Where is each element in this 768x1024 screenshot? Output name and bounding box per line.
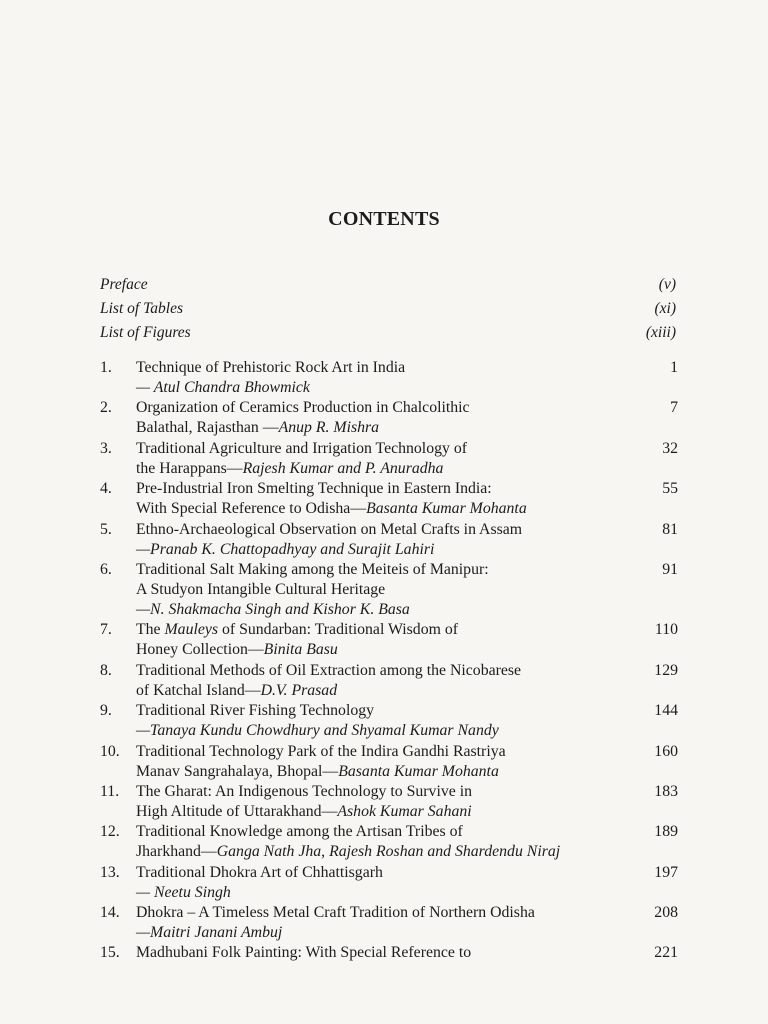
chapter-number: 5. [100, 520, 112, 538]
chapter-number: 13. [100, 863, 120, 881]
chapter-entry [100, 822, 678, 862]
chapter-page: 208 [654, 904, 678, 922]
chapter-title: Traditional Dhokra Art of Chhattisgarh [136, 863, 383, 881]
front-matter-item-list-of-tables [100, 300, 676, 324]
chapter-entry [100, 863, 678, 903]
chapter-body [136, 560, 628, 620]
chapter-entry [100, 520, 678, 560]
chapter-title: Organization of Ceramics Production in Chalcolithic [136, 399, 470, 417]
chapter-title: The [136, 621, 165, 639]
chapter-page: 1 [670, 359, 678, 376]
chapter-title-cont: Jharkhand— [136, 843, 217, 861]
chapter-entry [100, 560, 678, 620]
chapter-title: Traditional Agriculture and Irrigation Technology of [136, 439, 468, 457]
chapter-title-cont: Balathal, Rajasthan — [136, 419, 279, 437]
chapter-title-cont: With Special Reference to Odisha— [136, 500, 367, 518]
chapter-entry [100, 661, 678, 701]
chapter-number: 12. [100, 823, 120, 841]
chapter-body [136, 863, 628, 903]
chapter-number: 11. [100, 782, 120, 800]
chapter-entry [100, 782, 678, 822]
chapter-author: Anup R. Mishra [278, 419, 380, 437]
chapter-page: 55 [662, 480, 678, 498]
chapter-body [136, 620, 628, 660]
front-matter-item-preface [100, 276, 676, 300]
chapter-page: 110 [654, 621, 678, 639]
front-matter-label: List of Figures [100, 324, 191, 341]
chapter-author: — Neetu Singh [136, 883, 231, 901]
chapter-title: Traditional Methods of Oil Extraction among the Nicobarese [136, 661, 522, 679]
chapter-number: 3. [100, 439, 112, 457]
chapter-title-rest: of Sundarban: Traditional Wisdom of [218, 621, 459, 639]
chapter-body [136, 439, 628, 479]
chapter-page: 189 [654, 823, 678, 841]
chapter-body [136, 701, 628, 741]
chapter-number: 2. [100, 399, 112, 417]
chapter-body [136, 782, 628, 822]
chapter-title-cont: the Harappans— [136, 459, 243, 477]
chapter-author: —N. Shakmacha Singh and Kishor K. Basa [136, 600, 410, 618]
page-title: CONTENTS [328, 208, 440, 230]
chapter-title-italic: Mauleys [164, 621, 219, 639]
chapter-list [100, 358, 678, 964]
chapter-title-cont: A Studyon Intangible Cultural Heritage [136, 580, 386, 598]
chapter-title: Technique of Prehistoric Rock Art in India [136, 359, 406, 376]
chapter-number: 10. [100, 742, 120, 760]
chapter-entry [100, 742, 678, 782]
chapter-title-cont: of Katchal Island— [136, 681, 261, 699]
front-matter-list [100, 276, 676, 348]
chapter-page: 183 [654, 782, 678, 800]
chapter-body [136, 358, 628, 398]
chapter-body [136, 742, 628, 782]
front-matter-page: (xi) [654, 300, 676, 317]
chapter-title: Madhubani Folk Painting: With Special Reference to [136, 944, 472, 962]
chapter-page: 221 [654, 944, 678, 962]
chapter-number: 7. [100, 621, 112, 639]
chapter-title-cont: High Altitude of Uttarakhand— [136, 802, 338, 820]
chapter-number: 6. [100, 560, 112, 578]
chapter-title: The Gharat: An Indigenous Technology to Survive in [136, 782, 472, 800]
chapter-page: 129 [654, 661, 678, 679]
chapter-body [136, 943, 628, 963]
chapter-page: 81 [662, 520, 678, 538]
chapter-page: 91 [662, 560, 678, 578]
chapter-author: — Atul Chandra Bhowmick [136, 379, 310, 396]
front-matter-label: Preface [100, 276, 148, 293]
chapter-page: 32 [662, 439, 678, 457]
chapter-title: Traditional River Fishing Technology [136, 702, 375, 720]
chapter-page: 197 [654, 863, 678, 881]
chapter-body [136, 903, 628, 943]
chapter-entry [100, 398, 678, 438]
chapter-number: 14. [100, 904, 120, 922]
chapter-page: 144 [654, 702, 678, 720]
front-matter-page: (v) [658, 276, 676, 293]
chapter-author: Basanta Kumar Mohanta [338, 762, 499, 780]
chapter-title: Dhokra – A Timeless Metal Craft Tradition of Northern Odisha [136, 904, 535, 922]
chapter-body [136, 661, 628, 701]
chapter-entry [100, 358, 678, 398]
chapter-author: Ashok Kumar Sahani [337, 802, 472, 820]
front-matter-item-list-of-figures [100, 324, 676, 348]
chapter-page: 160 [654, 742, 678, 760]
front-matter-label: List of Tables [100, 300, 183, 317]
chapter-author: —Pranab K. Chattopadhyay and Surajit Lahiri [136, 540, 435, 558]
chapter-title: Traditional Technology Park of the Indira Gandhi Rastriya [136, 742, 506, 760]
chapter-entry [100, 701, 678, 741]
chapter-author: Basanta Kumar Mohanta [366, 500, 527, 518]
chapter-author: —Maitri Janani Ambuj [136, 924, 283, 942]
chapter-title-cont: Honey Collection— [136, 641, 264, 659]
chapter-body [136, 398, 628, 438]
chapter-author: Binita Basu [263, 641, 338, 659]
chapter-author: Ganga Nath Jha, Rajesh Roshan and Shardendu Niraj [216, 843, 561, 861]
chapter-entry [100, 620, 678, 660]
chapter-entry [100, 903, 678, 943]
chapter-title: Traditional Knowledge among the Artisan Tribes of [136, 823, 463, 841]
chapter-author: —Tanaya Kundu Chowdhury and Shyamal Kumar Nandy [136, 722, 499, 740]
chapter-page: 7 [670, 399, 678, 417]
front-matter-page: (xiii) [645, 324, 676, 341]
chapter-number: 8. [100, 661, 112, 679]
chapter-entry [100, 479, 678, 519]
chapter-title: Traditional Salt Making among the Meiteis of Manipur: [136, 560, 489, 578]
chapter-number: 9. [100, 702, 112, 720]
chapter-title-cont: Manav Sangrahalaya, Bhopal— [136, 762, 339, 780]
chapter-entry [100, 439, 678, 479]
chapter-title: Pre-Industrial Iron Smelting Technique in Eastern India: [136, 480, 492, 498]
chapter-title: Ethno-Archaeological Observation on Metal Crafts in Assam [136, 520, 523, 538]
chapter-author: Rajesh Kumar and P. Anuradha [242, 459, 444, 477]
chapter-body [136, 822, 628, 862]
chapter-entry [100, 943, 678, 963]
chapter-number: 4. [100, 480, 112, 498]
chapter-body [136, 479, 628, 519]
chapter-author: D.V. Prasad [260, 681, 338, 699]
chapter-number: 1. [100, 359, 112, 376]
chapter-number: 15. [100, 944, 120, 962]
chapter-body [136, 520, 628, 560]
